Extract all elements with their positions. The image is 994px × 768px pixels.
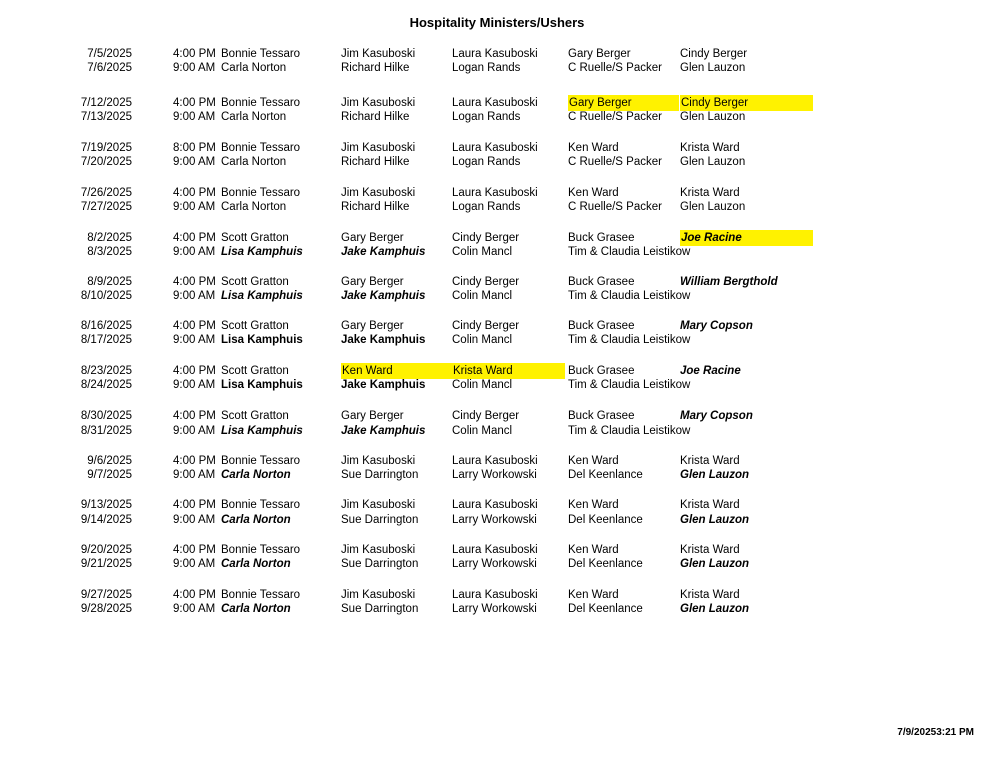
usher-cell-3: Buck Grasee bbox=[568, 410, 635, 422]
usher-cell-3: Ken Ward bbox=[568, 544, 619, 556]
date-cell: 8/30/2025 bbox=[80, 410, 132, 422]
minister-cell: Bonnie Tessaro bbox=[221, 499, 301, 511]
usher-cell-3: Tim & Claudia Leistikow bbox=[568, 425, 691, 437]
usher-cell-2: Cindy Berger bbox=[452, 232, 520, 244]
minister-cell: Bonnie Tessaro bbox=[221, 544, 301, 556]
usher-cell-3: Buck Grasee bbox=[568, 365, 635, 377]
table-row bbox=[0, 423, 994, 439]
usher-cell-4: Glen Lauzon bbox=[680, 111, 746, 123]
usher-cell-1: Sue Darrington bbox=[341, 558, 419, 570]
usher-cell-3: Del Keenlance bbox=[568, 603, 643, 615]
usher-cell-2: Colin Mancl bbox=[452, 246, 513, 258]
usher-cell-3: Del Keenlance bbox=[568, 514, 643, 526]
time-cell: 4:00 PM bbox=[173, 187, 216, 199]
usher-cell-4: Cindy Berger bbox=[680, 48, 748, 60]
usher-cell-3: Buck Grasee bbox=[568, 276, 635, 288]
table-row bbox=[0, 497, 994, 513]
usher-cell-2: Larry Workowski bbox=[452, 469, 537, 481]
usher-cell-3: Buck Grasee bbox=[568, 320, 635, 332]
usher-cell-1: Jake Kamphuis bbox=[341, 334, 426, 346]
usher-cell-1: Sue Darrington bbox=[341, 514, 419, 526]
minister-cell: Lisa Kamphuis bbox=[221, 425, 303, 437]
usher-cell-4: Glen Lauzon bbox=[680, 558, 749, 570]
usher-cell-2: Cindy Berger bbox=[452, 276, 520, 288]
usher-cell-2: Colin Mancl bbox=[452, 379, 513, 391]
date-cell: 7/12/2025 bbox=[80, 97, 132, 109]
table-row bbox=[0, 467, 994, 483]
time-cell: 4:00 PM bbox=[173, 232, 216, 244]
minister-cell: Carla Norton bbox=[221, 514, 291, 526]
usher-cell-2: Colin Mancl bbox=[452, 425, 513, 437]
usher-cell-4: Krista Ward bbox=[680, 544, 740, 556]
usher-cell-1: Jim Kasuboski bbox=[341, 48, 416, 60]
usher-cell-2: Laura Kasuboski bbox=[452, 97, 538, 109]
table-row bbox=[0, 60, 994, 76]
usher-cell-2: Logan Rands bbox=[452, 156, 521, 168]
time-cell: 9:00 AM bbox=[173, 246, 216, 258]
usher-cell-1-highlighted: Ken Ward bbox=[341, 363, 452, 379]
minister-cell: Carla Norton bbox=[221, 558, 291, 570]
usher-cell-1: Richard Hilke bbox=[341, 111, 410, 123]
time-cell: 9:00 AM bbox=[173, 62, 216, 74]
usher-cell-1: Sue Darrington bbox=[341, 603, 419, 615]
usher-cell-4: Mary Copson bbox=[680, 320, 753, 332]
time-cell: 9:00 AM bbox=[173, 603, 216, 615]
date-cell: 8/3/2025 bbox=[87, 246, 132, 258]
page-title: Hospitality Ministers/Ushers bbox=[409, 15, 585, 30]
table-row bbox=[0, 244, 994, 260]
usher-cell-1: Jim Kasuboski bbox=[341, 187, 416, 199]
time-cell: 4:00 PM bbox=[173, 365, 216, 377]
usher-cell-2: Logan Rands bbox=[452, 111, 521, 123]
usher-cell-2-highlighted: Krista Ward bbox=[452, 363, 565, 379]
minister-cell: Carla Norton bbox=[221, 469, 291, 481]
usher-cell-3: C Ruelle/S Packer bbox=[568, 111, 662, 123]
date-cell: 7/5/2025 bbox=[87, 48, 132, 60]
table-row bbox=[0, 288, 994, 304]
usher-cell-4: William Bergthold bbox=[680, 276, 778, 288]
date-cell: 9/13/2025 bbox=[80, 499, 132, 511]
usher-cell-4: Krista Ward bbox=[680, 187, 740, 199]
date-cell: 7/27/2025 bbox=[80, 201, 132, 213]
usher-cell-2: Cindy Berger bbox=[452, 410, 520, 422]
usher-cell-2: Laura Kasuboski bbox=[452, 544, 538, 556]
date-cell: 7/26/2025 bbox=[80, 187, 132, 199]
date-cell: 9/28/2025 bbox=[80, 603, 132, 615]
time-cell: 9:00 AM bbox=[173, 290, 216, 302]
date-cell: 7/13/2025 bbox=[80, 111, 132, 123]
usher-cell-4: Glen Lauzon bbox=[680, 514, 749, 526]
usher-cell-4: Krista Ward bbox=[680, 142, 740, 154]
minister-cell: Carla Norton bbox=[221, 111, 287, 123]
minister-cell: Lisa Kamphuis bbox=[221, 334, 303, 346]
usher-cell-3: Gary Berger bbox=[568, 48, 631, 60]
usher-cell-1: Gary Berger bbox=[341, 320, 404, 332]
usher-cell-1: Richard Hilke bbox=[341, 201, 410, 213]
minister-cell: Carla Norton bbox=[221, 201, 287, 213]
usher-cell-3: C Ruelle/S Packer bbox=[568, 62, 662, 74]
minister-cell: Lisa Kamphuis bbox=[221, 379, 303, 391]
usher-cell-3: Ken Ward bbox=[568, 187, 619, 199]
usher-cell-3: Ken Ward bbox=[568, 589, 619, 601]
usher-cell-1: Jim Kasuboski bbox=[341, 499, 416, 511]
usher-cell-4: Krista Ward bbox=[680, 455, 740, 467]
usher-cell-3-highlighted: Gary Berger bbox=[568, 95, 679, 111]
date-cell: 9/21/2025 bbox=[80, 558, 132, 570]
minister-cell: Carla Norton bbox=[221, 62, 287, 74]
minister-cell: Scott Gratton bbox=[221, 410, 289, 422]
usher-cell-4: Glen Lauzon bbox=[680, 156, 746, 168]
usher-cell-1: Jim Kasuboski bbox=[341, 589, 416, 601]
usher-cell-3: Ken Ward bbox=[568, 142, 619, 154]
table-row bbox=[0, 199, 994, 215]
minister-cell: Bonnie Tessaro bbox=[221, 142, 301, 154]
time-cell: 4:00 PM bbox=[173, 97, 216, 109]
date-cell: 8/9/2025 bbox=[87, 276, 132, 288]
time-cell: 9:00 AM bbox=[173, 558, 216, 570]
usher-cell-3: Ken Ward bbox=[568, 499, 619, 511]
minister-cell: Scott Gratton bbox=[221, 232, 289, 244]
date-cell: 9/27/2025 bbox=[80, 589, 132, 601]
usher-cell-4: Krista Ward bbox=[680, 499, 740, 511]
usher-cell-4: Glen Lauzon bbox=[680, 469, 749, 481]
minister-cell: Bonnie Tessaro bbox=[221, 48, 301, 60]
usher-cell-3: Tim & Claudia Leistikow bbox=[568, 379, 691, 391]
table-row bbox=[0, 109, 994, 125]
usher-cell-3: Ken Ward bbox=[568, 455, 619, 467]
usher-cell-4: Glen Lauzon bbox=[680, 62, 746, 74]
usher-cell-3: C Ruelle/S Packer bbox=[568, 201, 662, 213]
date-cell: 9/20/2025 bbox=[80, 544, 132, 556]
time-cell: 9:00 AM bbox=[173, 334, 216, 346]
usher-cell-2: Laura Kasuboski bbox=[452, 48, 538, 60]
usher-cell-1: Richard Hilke bbox=[341, 156, 410, 168]
date-cell: 9/6/2025 bbox=[87, 455, 132, 467]
usher-cell-2: Larry Workowski bbox=[452, 603, 537, 615]
time-cell: 8:00 PM bbox=[173, 142, 216, 154]
usher-cell-3: Del Keenlance bbox=[568, 469, 643, 481]
usher-cell-4: Krista Ward bbox=[680, 589, 740, 601]
usher-cell-2: Cindy Berger bbox=[452, 320, 520, 332]
time-cell: 9:00 AM bbox=[173, 469, 216, 481]
table-row bbox=[0, 556, 994, 572]
date-cell: 8/24/2025 bbox=[80, 379, 132, 391]
table-row bbox=[0, 512, 994, 528]
minister-cell: Lisa Kamphuis bbox=[221, 246, 303, 258]
time-cell: 9:00 AM bbox=[173, 514, 216, 526]
time-cell: 9:00 AM bbox=[173, 425, 216, 437]
usher-cell-1: Gary Berger bbox=[341, 232, 404, 244]
minister-cell: Bonnie Tessaro bbox=[221, 589, 301, 601]
date-cell: 9/14/2025 bbox=[80, 514, 132, 526]
usher-cell-2: Larry Workowski bbox=[452, 514, 537, 526]
usher-cell-1: Richard Hilke bbox=[341, 62, 410, 74]
usher-cell-2: Laura Kasuboski bbox=[452, 589, 538, 601]
usher-cell-1: Gary Berger bbox=[341, 276, 404, 288]
minister-cell: Bonnie Tessaro bbox=[221, 97, 301, 109]
minister-cell: Carla Norton bbox=[221, 603, 291, 615]
usher-cell-2: Laura Kasuboski bbox=[452, 142, 538, 154]
usher-cell-2: Logan Rands bbox=[452, 201, 521, 213]
usher-cell-4: Mary Copson bbox=[680, 410, 753, 422]
usher-cell-3: Tim & Claudia Leistikow bbox=[568, 246, 691, 258]
minister-cell: Lisa Kamphuis bbox=[221, 290, 303, 302]
table-row bbox=[0, 377, 994, 393]
time-cell: 4:00 PM bbox=[173, 589, 216, 601]
usher-cell-4: Glen Lauzon bbox=[680, 201, 746, 213]
minister-cell: Bonnie Tessaro bbox=[221, 455, 301, 467]
time-cell: 4:00 PM bbox=[173, 499, 216, 511]
usher-cell-4-highlighted: Joe Racine bbox=[680, 230, 813, 246]
usher-cell-2: Colin Mancl bbox=[452, 334, 513, 346]
usher-cell-2: Larry Workowski bbox=[452, 558, 537, 570]
date-cell: 8/17/2025 bbox=[80, 334, 132, 346]
table-row bbox=[0, 408, 994, 424]
usher-cell-4: Joe Racine bbox=[680, 365, 741, 377]
usher-cell-1: Jake Kamphuis bbox=[341, 290, 426, 302]
usher-cell-3: Tim & Claudia Leistikow bbox=[568, 334, 691, 346]
usher-cell-1: Jake Kamphuis bbox=[341, 379, 426, 391]
date-cell: 8/10/2025 bbox=[80, 290, 132, 302]
date-cell: 7/6/2025 bbox=[87, 62, 132, 74]
minister-cell: Scott Gratton bbox=[221, 276, 289, 288]
time-cell: 4:00 PM bbox=[173, 410, 216, 422]
usher-cell-1: Jim Kasuboski bbox=[341, 142, 416, 154]
minister-cell: Carla Norton bbox=[221, 156, 287, 168]
date-cell: 8/16/2025 bbox=[80, 320, 132, 332]
usher-cell-1: Jake Kamphuis bbox=[341, 425, 426, 437]
usher-cell-3: Del Keenlance bbox=[568, 558, 643, 570]
minister-cell: Scott Gratton bbox=[221, 365, 289, 377]
time-cell: 4:00 PM bbox=[173, 455, 216, 467]
minister-cell: Bonnie Tessaro bbox=[221, 187, 301, 199]
date-cell: 8/2/2025 bbox=[87, 232, 132, 244]
minister-cell: Scott Gratton bbox=[221, 320, 289, 332]
time-cell: 9:00 AM bbox=[173, 379, 216, 391]
table-row bbox=[0, 601, 994, 617]
usher-cell-1: Jake Kamphuis bbox=[341, 246, 426, 258]
usher-cell-3: C Ruelle/S Packer bbox=[568, 156, 662, 168]
table-row bbox=[0, 154, 994, 170]
time-cell: 9:00 AM bbox=[173, 156, 216, 168]
date-cell: 9/7/2025 bbox=[87, 469, 132, 481]
time-cell: 4:00 PM bbox=[173, 320, 216, 332]
usher-cell-4: Glen Lauzon bbox=[680, 603, 749, 615]
date-cell: 8/23/2025 bbox=[80, 365, 132, 377]
usher-cell-3: Tim & Claudia Leistikow bbox=[568, 290, 691, 302]
table-row bbox=[0, 332, 994, 348]
usher-cell-1: Jim Kasuboski bbox=[341, 97, 416, 109]
time-cell: 9:00 AM bbox=[173, 111, 216, 123]
usher-cell-3: Buck Grasee bbox=[568, 232, 635, 244]
date-cell: 8/31/2025 bbox=[80, 425, 132, 437]
usher-cell-2: Colin Mancl bbox=[452, 290, 513, 302]
usher-cell-2: Laura Kasuboski bbox=[452, 187, 538, 199]
usher-cell-2: Laura Kasuboski bbox=[452, 455, 538, 467]
usher-cell-2: Logan Rands bbox=[452, 62, 521, 74]
usher-cell-1: Sue Darrington bbox=[341, 469, 419, 481]
date-cell: 7/19/2025 bbox=[80, 142, 132, 154]
print-timestamp: 7/9/20253:21 PM bbox=[897, 727, 974, 738]
date-cell: 7/20/2025 bbox=[80, 156, 132, 168]
usher-cell-1: Jim Kasuboski bbox=[341, 544, 416, 556]
usher-cell-1: Jim Kasuboski bbox=[341, 455, 416, 467]
usher-cell-2: Laura Kasuboski bbox=[452, 499, 538, 511]
time-cell: 4:00 PM bbox=[173, 276, 216, 288]
usher-cell-4-highlighted: Cindy Berger bbox=[680, 95, 813, 111]
time-cell: 9:00 AM bbox=[173, 201, 216, 213]
time-cell: 4:00 PM bbox=[173, 48, 216, 60]
time-cell: 4:00 PM bbox=[173, 544, 216, 556]
usher-cell-1: Gary Berger bbox=[341, 410, 404, 422]
